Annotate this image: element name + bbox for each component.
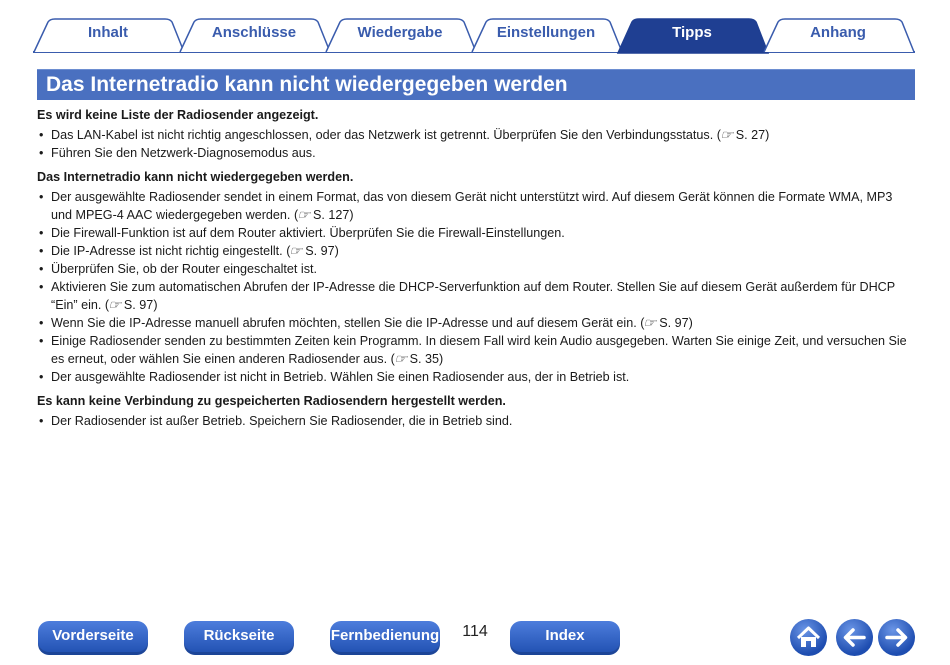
pointing-hand-icon: ☞	[297, 208, 311, 222]
bullet-list	[37, 126, 915, 162]
pointing-hand-icon: ☞	[393, 352, 408, 366]
bullet-list	[37, 188, 915, 386]
list-item	[37, 260, 915, 278]
bullet-list	[37, 412, 915, 430]
home-icon	[790, 619, 827, 656]
previous-page-button[interactable]	[836, 619, 873, 656]
list-item-text: Die IP-Adresse ist nicht richtig eingestellt.	[51, 244, 283, 258]
reference-page: S. 27	[735, 128, 766, 142]
reference-page: S. 97	[123, 298, 154, 312]
tab-anschluesse[interactable]: Anschlüsse	[211, 24, 297, 41]
list-item	[37, 314, 915, 332]
index-button[interactable]: Index	[510, 621, 620, 655]
arrow-left-icon	[836, 619, 873, 656]
pointing-hand-icon: ☞	[289, 244, 303, 258]
list-item	[37, 332, 915, 368]
page-reference-link[interactable]: (☞ S. 97)	[104, 298, 158, 312]
list-item-text: Einige Radiosender senden zu bestimmten Zeiten kein Programm. In diesem Fall wird kein Audio ausgegeben. Warten Sie einige Zeit, und versuchen Sie es erneut, oder wählen Sie einen anderen Radiosender aus.	[51, 334, 907, 366]
page-number: 114	[462, 623, 488, 640]
next-page-button[interactable]	[878, 619, 915, 656]
arrow-right-icon	[878, 619, 915, 656]
rear-panel-button[interactable]: Rückseite	[184, 621, 294, 655]
list-item	[37, 368, 915, 386]
list-item-text: Wenn Sie die IP-Adresse manuell abrufen möchten, stellen Sie die IP-Adresse und auf diesem Gerät ein.	[51, 316, 637, 330]
list-item-text: Der ausgewählte Radiosender ist nicht in Betrieb. Wählen Sie einen Radiosender aus, der in Betrieb ist.	[51, 370, 630, 384]
main-content	[37, 106, 915, 436]
page-title: Das Internetradio kann nicht wiedergegeben werden	[46, 73, 568, 96]
reference-page: S. 97	[659, 316, 689, 330]
page-reference-link[interactable]: (☞ S. 35)	[390, 352, 444, 366]
list-item-text: Der Radiosender ist außer Betrieb. Speichern Sie Radiosender, die in Betrieb sind.	[51, 414, 513, 428]
section-heading: Das Internetradio kann nicht wiedergegeben werden.	[37, 170, 354, 184]
pointing-hand-icon: ☞	[107, 298, 122, 312]
tab-anhang[interactable]: Anhang	[810, 24, 866, 41]
tab-wiedergabe[interactable]: Wiedergabe	[357, 24, 443, 41]
pointing-hand-icon: ☞	[719, 128, 734, 142]
remote-control-button[interactable]: Fernbedienung	[330, 621, 440, 655]
pointing-hand-icon: ☞	[643, 316, 657, 330]
list-item	[37, 144, 915, 162]
list-item	[37, 188, 915, 224]
front-panel-button[interactable]: Vorderseite	[38, 621, 148, 655]
list-item-text: Der ausgewählte Radiosender sendet in einem Format, das von diesem Gerät nicht unterstützt wird. Auf diesem Gerät können die Formate WMA, MP3 und MPEG-4 AAC wiedergegeben werden.	[51, 190, 893, 222]
reference-page: S. 127	[312, 208, 350, 222]
home-button[interactable]	[790, 619, 827, 656]
list-item-text: Die Firewall-Funktion ist auf dem Router aktiviert. Überprüfen Sie die Firewall-Einstellungen.	[51, 226, 565, 240]
reference-page: S. 35	[409, 352, 439, 366]
tab-bar	[0, 0, 950, 56]
page-reference-link[interactable]: (☞ S. 97)	[286, 244, 339, 258]
tab-inhalt[interactable]: Inhalt	[88, 24, 128, 41]
list-item	[37, 224, 915, 242]
section-heading: Es kann keine Verbindung zu gespeicherten Radiosendern hergestellt werden.	[37, 394, 506, 408]
list-item-text: Führen Sie den Netzwerk-Diagnosemodus aus.	[51, 146, 316, 160]
page-title-bar	[37, 69, 915, 100]
reference-page: S. 97	[305, 244, 335, 258]
list-item	[37, 278, 915, 314]
page-reference-link[interactable]: (☞ S. 27)	[716, 128, 770, 142]
page-reference-link[interactable]: (☞ S. 127)	[293, 208, 354, 222]
list-item-text: Überprüfen Sie, ob der Router eingeschaltet ist.	[51, 262, 318, 276]
list-item-text: Aktivieren Sie zum automatischen Abrufen der IP-Adresse die DHCP-Serverfunktion auf dem Router. Stellen Sie auf diesem Gerät außerdem für DHCP “Ein” ein.	[51, 280, 895, 312]
tab-tipps[interactable]: Tipps	[672, 24, 712, 41]
list-item	[37, 242, 915, 260]
list-item	[37, 412, 915, 430]
list-item	[37, 126, 915, 144]
page-reference-link[interactable]: (☞ S. 97)	[640, 316, 693, 330]
section-heading: Es wird keine Liste der Radiosender angezeigt.	[37, 108, 319, 122]
tab-einstellungen[interactable]: Einstellungen	[496, 24, 596, 41]
list-item-text: Das LAN-Kabel ist nicht richtig angeschlossen, oder das Netzwerk ist getrennt. Überprüfen Sie den Verbindungsstatus.	[51, 128, 714, 142]
